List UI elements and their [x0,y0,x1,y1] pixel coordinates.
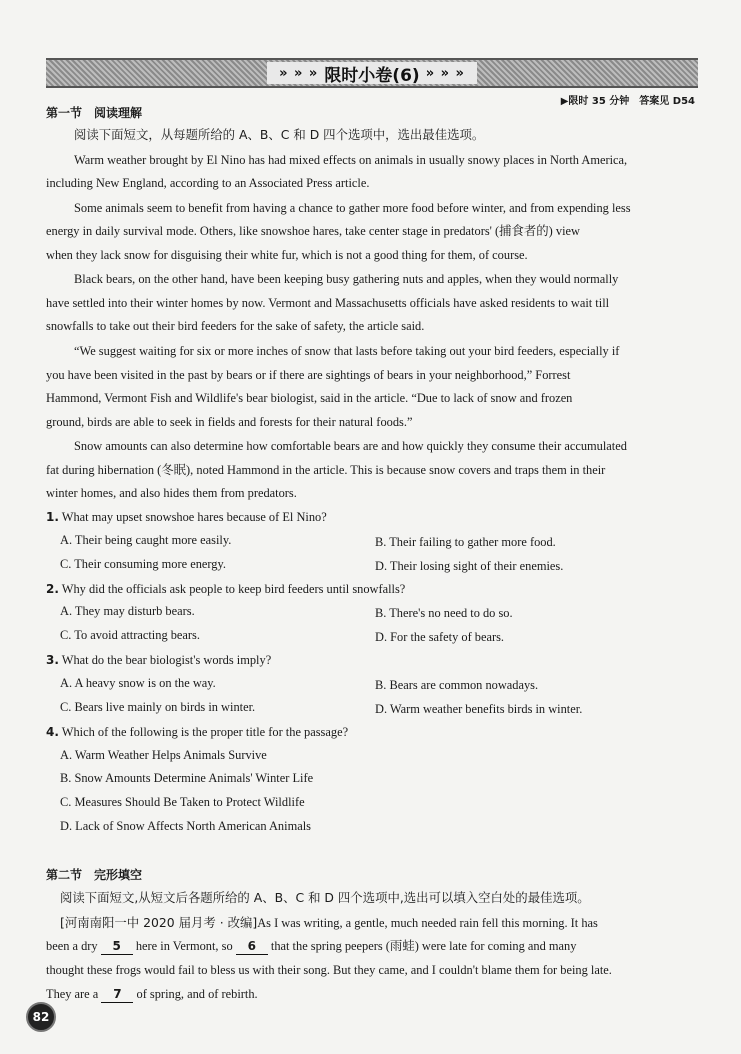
option-3b[interactable]: B. Bears are common nowadays. [375,678,539,692]
cloze-line-3: thought these frogs would fail to bless us with their song. But they came, and I couldn't blame them for being late. [46,963,612,977]
option-1d[interactable]: D. Their losing sight of their enemies. [375,559,564,573]
passage-line: Hammond, Vermont Fish and Wildlife's bear biologist, said in the article. “Due to lack of snow and frozen [46,391,573,405]
section2-heading: 第二节 完形填空 [46,868,143,882]
blank-6[interactable]: 6 [236,938,268,955]
option-2b[interactable]: B. There's no need to do so. [375,606,513,620]
question-number: 3. [46,653,59,667]
question-number: 4. [46,725,59,739]
passage-line: have settled into their winter homes by now. Vermont and Massachusetts officials have asked residents to wait till [46,296,610,310]
section1-heading: 第一节 阅读理解 [46,106,143,120]
passage-line: including New England, according to an Associated Press article. [46,176,370,190]
banner-inner [267,62,477,84]
question-text: What may upset snowshoe hares because of El Nino? [61,510,327,524]
passage-line: Warm weather brought by El Nino has had mixed effects on animals in usually snowy places in North America, [74,153,628,167]
passage-line: energy in daily survival mode. Others, like snowshoe hares, take center stage in predators' (捕食者的) view [46,224,580,238]
option-1b[interactable]: B. Their failing to gather more food. [375,535,556,549]
cloze-text: As I was writing, a gentle, much needed rain fell this morning. It has [257,916,598,930]
passage-line: Snow amounts can also determine how comfortable bears are and how quickly they consume their accumulated [74,439,627,453]
passage-line: fat during hibernation (冬眠), noted Hammond in the article. This is because snow covers and traps them in their [46,463,606,477]
option-4a[interactable]: A. Warm Weather Helps Animals Survive [60,748,267,762]
option-3d[interactable]: D. Warm weather benefits birds in winter. [375,702,583,716]
question-number: 2. [46,582,59,596]
question-3 [46,652,696,668]
question-1 [46,509,696,525]
cloze-line-4 [46,986,696,1003]
passage-line: Some animals seem to benefit from having a chance to gather more food before winter, and from expending less [74,201,631,215]
option-4d[interactable]: D. Lack of Snow Affects North American Animals [60,819,311,833]
option-4c[interactable]: C. Measures Should Be Taken to Protect Wildlife [60,795,305,809]
time-limit-info: ▶限时 35 分钟 答案见 D54 [560,96,695,107]
option-1a[interactable]: A. Their being caught more easily. [60,533,232,547]
question-number: 1. [46,510,59,524]
passage-line: snowfalls to take out their bird feeders for the sake of safety, the article said. [46,319,425,333]
title-banner [46,58,698,88]
cloze-text: been a dry [46,939,98,953]
cloze-text: here in Vermont, so [135,939,233,953]
banner-title: 限时小卷(6) [324,65,420,86]
option-1c[interactable]: C. Their consuming more energy. [60,557,226,571]
chevron-left-icon: » » » [279,65,319,81]
chevron-right-icon: » » » [425,65,465,81]
blank-5[interactable]: 5 [101,938,133,955]
passage-line: you have been visited in the past by bears or if there are sightings of bears in your neighborhood,” Forrest [46,368,571,382]
cloze-text: They are a [46,987,99,1001]
option-4b[interactable]: B. Snow Amounts Determine Animals' Winter Life [60,771,314,785]
option-2c[interactable]: C. To avoid attracting bears. [60,628,200,642]
option-3a[interactable]: A. A heavy snow is on the way. [60,676,216,690]
question-2 [46,581,696,597]
cloze-text: that the spring peepers (雨蛙) were late for coming and many [270,939,577,953]
passage-line: “We suggest waiting for six or more inches of snow that lasts before taking out your bird feeders, especially if [74,344,620,358]
passage-line: when they lack snow for disguising their white fur, which is not a good thing for them, of course. [46,248,528,262]
cloze-line-1 [60,915,696,931]
question-4 [46,724,696,740]
option-3c[interactable]: C. Bears live mainly on birds in winter. [60,700,256,714]
option-2d[interactable]: D. For the safety of bears. [375,630,505,644]
question-text: What do the bear biologist's words imply? [61,653,272,667]
passage-line: Black bears, on the other hand, have been keeping busy gathering nuts and apples, when they would normally [74,272,619,286]
cloze-line-2 [46,938,696,955]
section1-instruction: 阅读下面短文，从每题所给的 A、B、C 和 D 四个选项中，选出最佳选项。 [74,127,485,142]
passage-line: winter homes, and also hides them from predators. [46,486,297,500]
option-2a[interactable]: A. They may disturb bears. [60,604,195,618]
section2-instruction: 阅读下面短文,从短文后各题所给的 A、B、C 和 D 四个选项中,选出可以填入空白处的最佳选项。 [60,890,590,905]
cloze-text: of spring, and of rebirth. [136,987,258,1001]
blank-7[interactable]: 7 [101,986,133,1003]
passage-line: ground, birds are able to seek in fields and forests for their natural foods.” [46,415,413,429]
question-text: Why did the officials ask people to keep bird feeders until snowfalls? [61,582,406,596]
source-note: [河南南阳一中 2020 届月考 · 改编] [60,915,258,930]
question-text: Which of the following is the proper title for the passage? [61,725,349,739]
page-number: 82 [26,1002,56,1032]
